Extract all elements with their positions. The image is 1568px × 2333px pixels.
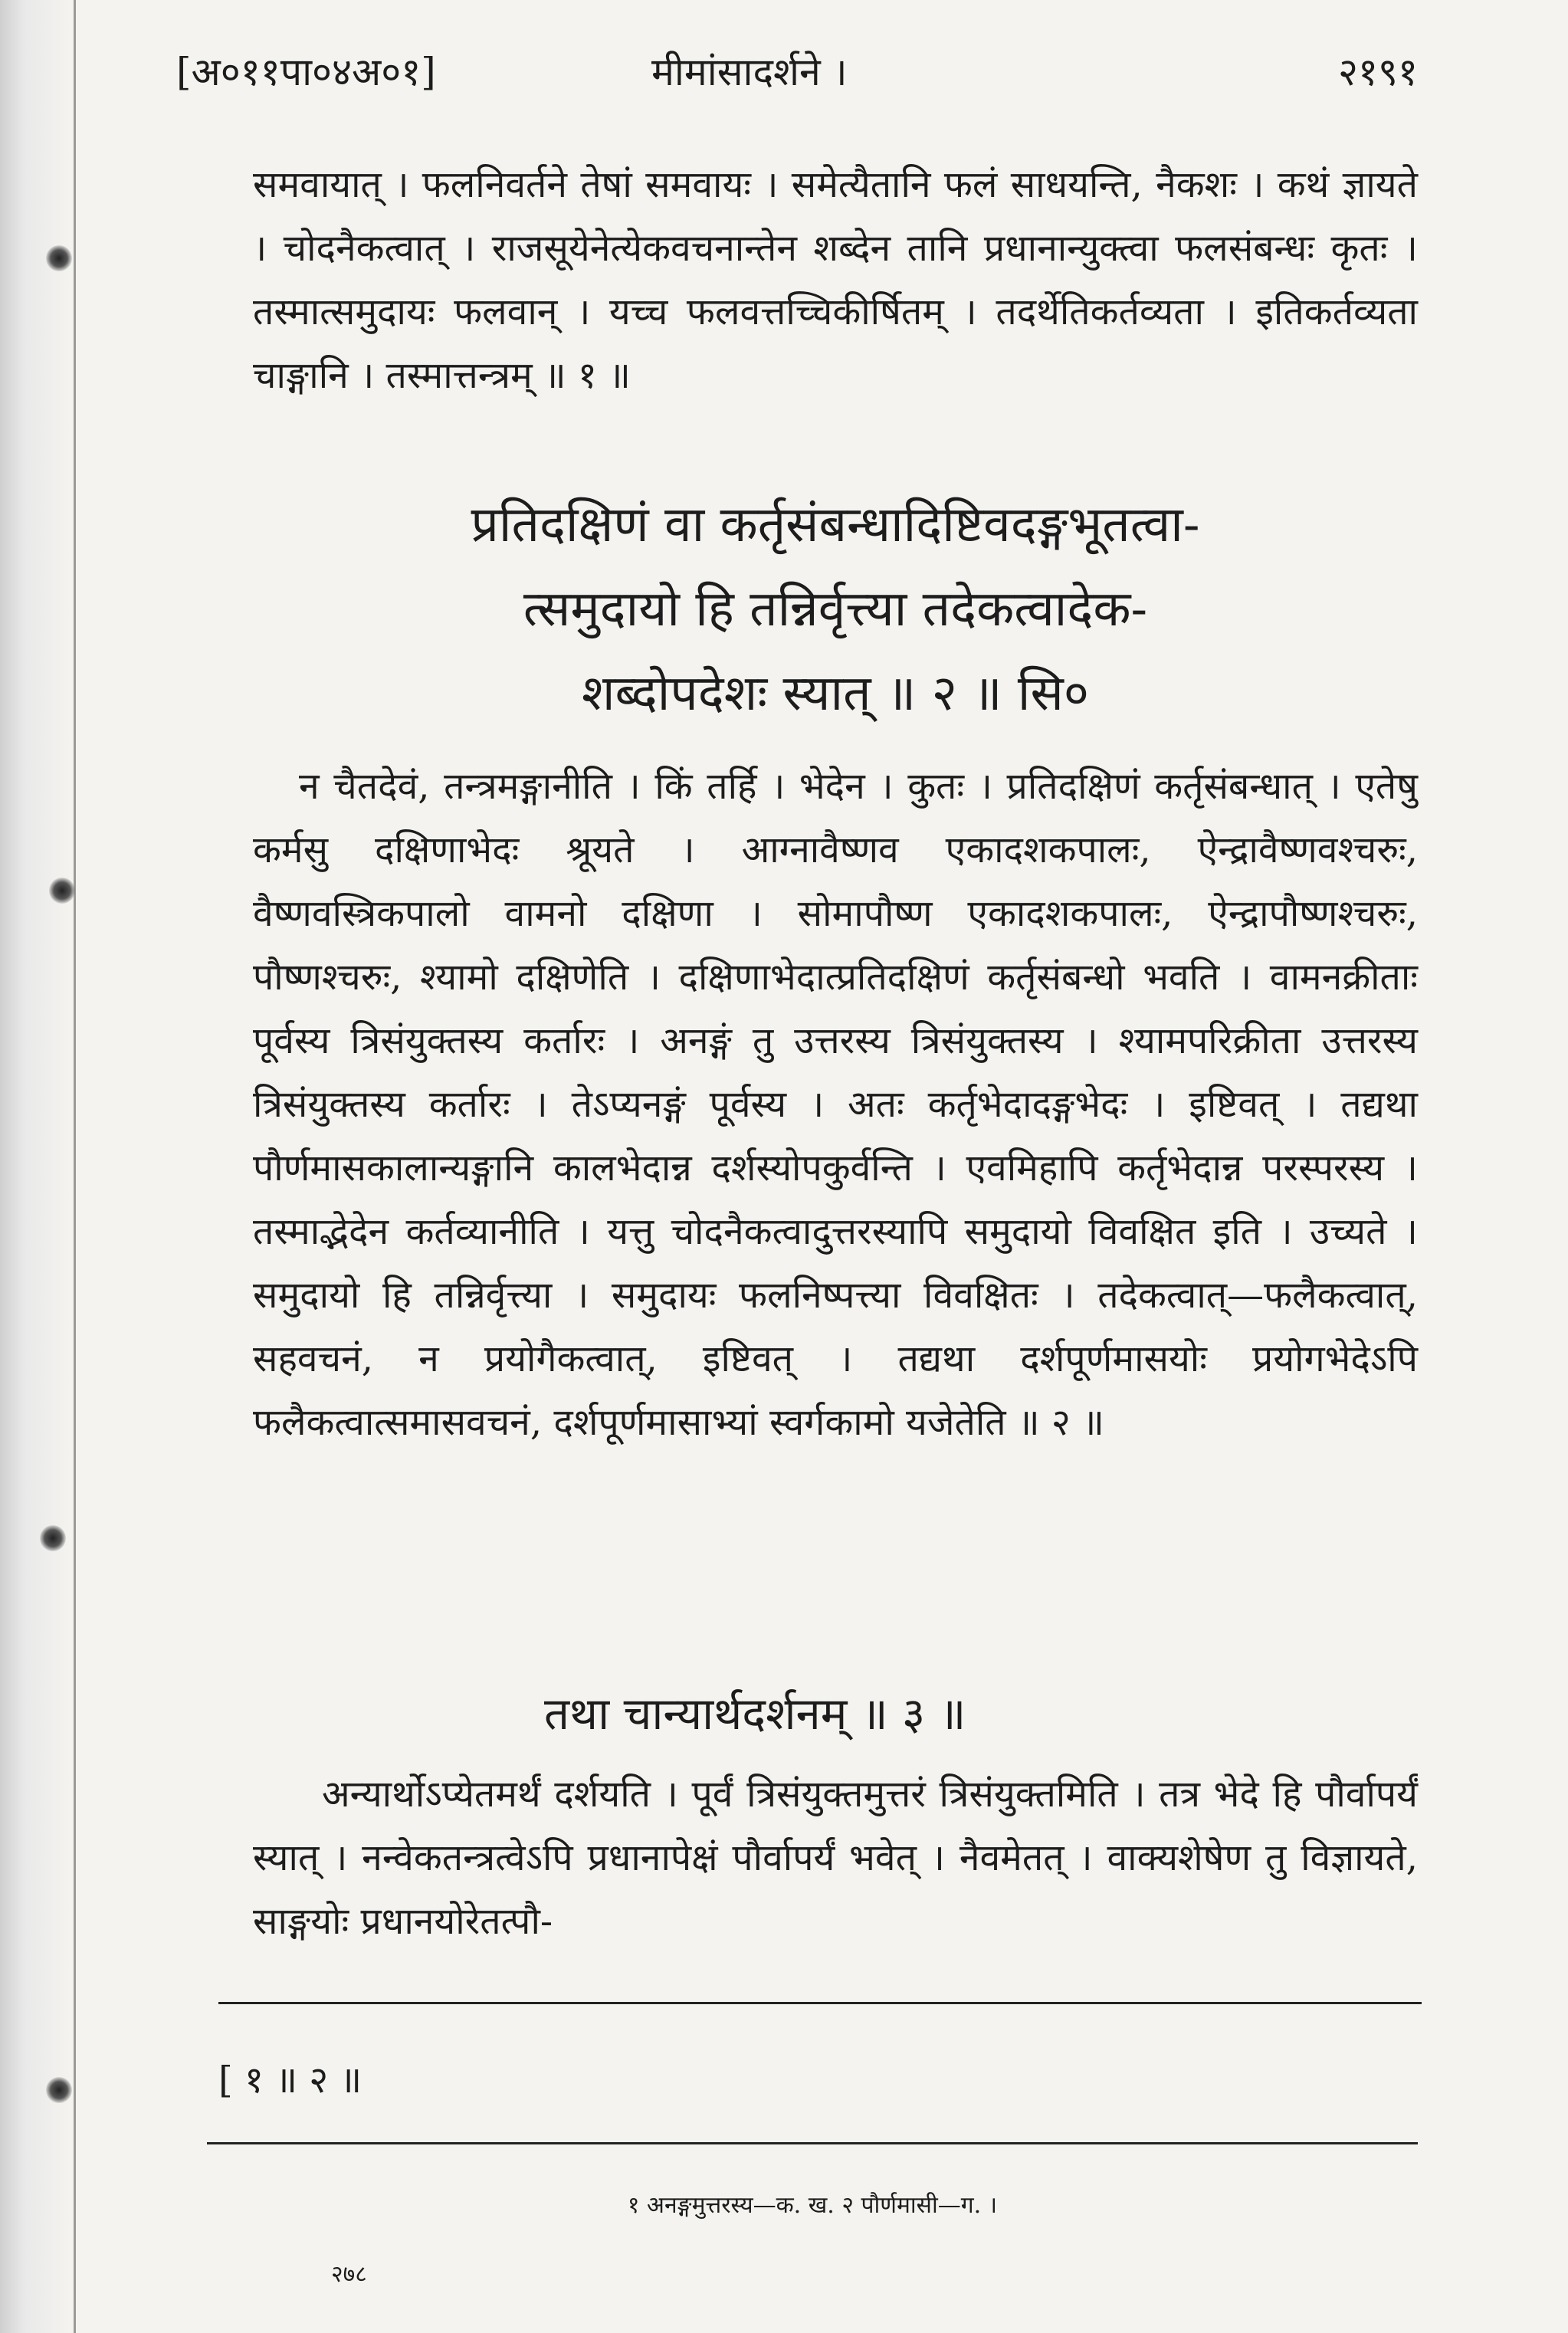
binding-fold-line bbox=[74, 0, 76, 2333]
sutra-2-line-1: प्रतिदक्षिणं वा कर्तृसंबन्धादिष्टिवदङ्गभूतत्वा- bbox=[471, 497, 1200, 553]
page-header bbox=[176, 44, 1418, 106]
page-number: २१९१ bbox=[1338, 50, 1418, 94]
footnote-divider-bottom bbox=[207, 2142, 1418, 2144]
commentary-paragraph-1: समवायात् । फलनिवर्तने तेषां समवायः । समेत्यैतानि फलं साधयन्ति, नैकशः । कथं ज्ञायते । चोदनैकत्वात् । राजसूयेनेत्येकवचनान्तेन शब्देन तानि प्रधानान्युक्त्वा फलसंबन्धः कृतः । तस्मात्समुदायः फलवान् । यच्च फलवत्तच्चिकीर्षितम् । तदर्थेतिकर्तव्यता । इतिकर्तव्यता चाङ्गानि । तस्मात्तन्त्रम् ॥ १ ॥ bbox=[253, 163, 1418, 397]
footnote-divider-top bbox=[218, 2002, 1422, 2004]
footnote-text: १ अनङ्गमुत्तरस्य—क. ख. २ पौर्णमासी—ग. । bbox=[627, 2192, 998, 2219]
page-binding-edge bbox=[0, 0, 71, 2333]
running-title: मीमांसादर्शने । bbox=[651, 50, 848, 94]
commentary-paragraph-2: न चैतदेवं, तन्त्रमङ्गानीति । किं तर्हि । भेदेन । कुतः । प्रतिदक्षिणं कर्तृसंबन्धात् । एतेषु कर्मसु दक्षिणाभेदः श्रूयते । आग्नावैष्णव एकादशकपालः, ऐन्द्रावैष्णवश्चरुः, वैष्णवस्त्रिकपालो वामनो दक्षिणा । सोमापौष्ण एकादशकपालः, ऐन्द्रापौष्णश्चरुः, पौष्णश्चरुः, श्यामो दक्षिणेति । दक्षिणाभेदात्प्रतिदक्षिणं कर्तृसंबन्धो भवति । वामनक्रीताः पूर्वस्य त्रिसंयुक्तस्य कर्तारः । अनङ्गं तु उत्तरस्य त्रिसंयुक्तस्य । श्यामपरिक्रीता उत्तरस्य त्रिसंयुक्तस्य कर्तारः । तेऽप्यनङ्गं पूर्वस्य । अतः कर्तृभेदादङ्गभेदः । इष्टिवत् । तद्यथा पौर्णमासकालान्यङ्गानि कालभेदान्न दर्शस्योपकुर्वन्ति । एवमिहापि कर्तृभेदान्न परस्परस्य । तस्माद्भेदेन कर्तव्यानीति । यत्तु चोदनैकत्वादुत्तरस्यापि समुदायो विवक्षित इति । उच्यते । समुदायो हि तन्निर्वृत्त्या । समुदायः फलनिष्पत्त्या विवक्षितः । तदेकत्वात्—फलैकत्वात्, सहवचनं, न प्रयोगैकत्वात्, इष्टिवत् । तद्यथा दर्शपूर्णमासयोः प्रयोगभेदेऽपि फलैकत्वात्समासवचनं, दर्शपूर्णमासाभ्यां स्वर्गकामो यजेतेति ॥ २ ॥ bbox=[253, 765, 1418, 1444]
footnote-reference: [ १ ॥ २ ॥ bbox=[218, 2059, 362, 2102]
printer-signature-mark: २७८ bbox=[331, 2261, 367, 2288]
section-reference: [अ०११पा०४अ०१] bbox=[176, 50, 436, 94]
ink-blot bbox=[46, 2077, 72, 2103]
sutra-2-line-3: शब्दोपदेशः स्यात् ॥ २ ॥ सि० bbox=[581, 665, 1090, 722]
commentary-paragraph-3: अन्यार्थोऽप्येतमर्थं दर्शयति । पूर्वं त्रिसंयुक्तमुत्तरं त्रिसंयुक्तमिति । तत्र भेदे हि पौर्वापर्यं स्यात् । नन्वेकतन्त्रत्वेऽपि प्रधानापेक्षं पौर्वापर्यं भवेत् । नैवमेतत् । वाक्यशेषेण तु विज्ञायते, साङ्गयोः प्रधानयोरेतत्पौ- bbox=[253, 1773, 1418, 1943]
ink-blot bbox=[40, 1525, 66, 1551]
ink-blot bbox=[49, 878, 75, 904]
sutra-3: तथा चान्यार्थदर्शनम् ॥ ३ ॥ bbox=[544, 1688, 966, 1740]
ink-blot bbox=[46, 245, 72, 271]
sutra-2 bbox=[253, 483, 1418, 736]
sutra-2-line-2: त्समुदायो हि तन्निर्वृत्त्या तदेकत्वादेक- bbox=[523, 581, 1148, 638]
